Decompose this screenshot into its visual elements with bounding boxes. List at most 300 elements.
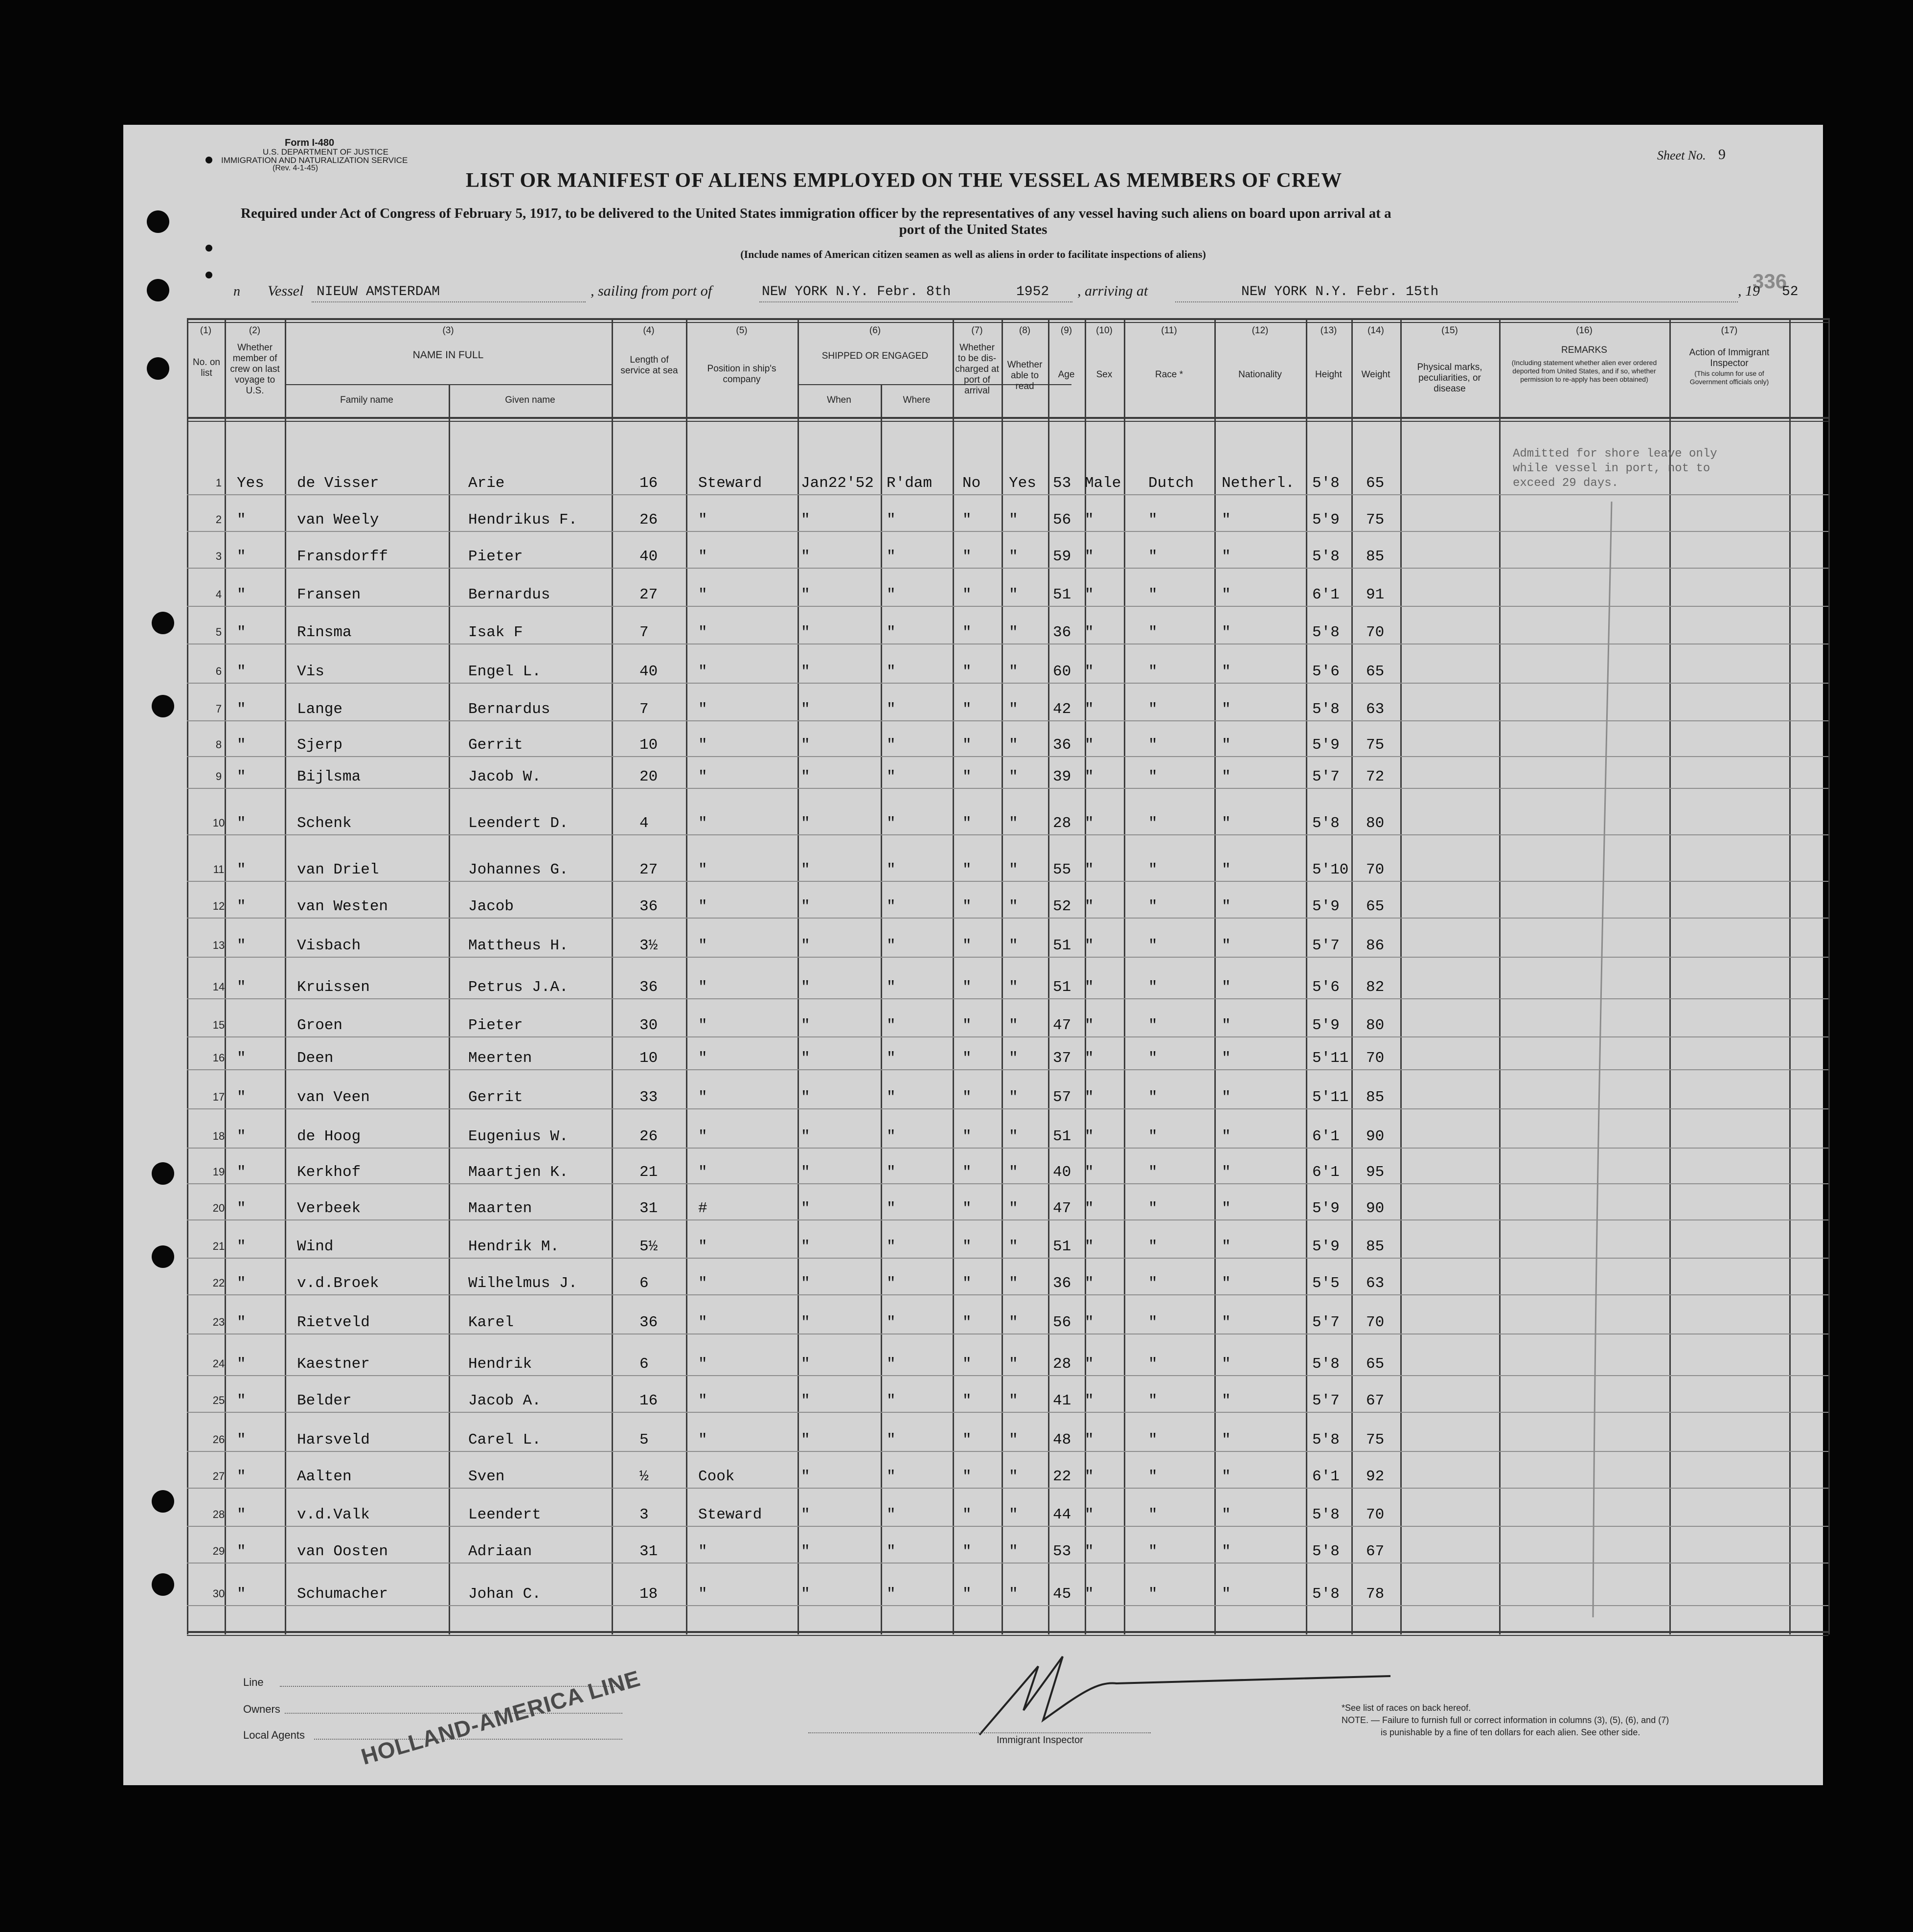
race-note: *See list of races on back hereof.: [1342, 1703, 1471, 1713]
cell-position: #: [698, 1200, 707, 1217]
cell-nationality: ": [1222, 1050, 1231, 1067]
row-divider: [187, 1488, 1828, 1489]
cell-given-name: Jacob: [468, 898, 514, 915]
remarks-line: while vessel in port, not to: [1513, 462, 1710, 475]
cell-prev-voyage: ": [237, 937, 246, 954]
cell-when: ": [801, 548, 810, 565]
col14-number: (14): [1367, 325, 1384, 336]
cell-nationality: ": [1222, 1392, 1231, 1409]
cell-age: 48: [1053, 1431, 1071, 1449]
col-race: Race *: [1155, 369, 1184, 380]
cell-weight: 65: [1366, 663, 1385, 680]
cell-height: 5'9: [1312, 1238, 1340, 1255]
cell-given-name: Hendrik: [468, 1356, 532, 1373]
cell-when: ": [801, 861, 810, 878]
cell-position: ": [698, 1275, 707, 1292]
cell-nationality: ": [1222, 1128, 1231, 1145]
cell-where: R'dam: [887, 475, 933, 492]
sailing-year: 1952: [1016, 284, 1049, 299]
row-divider: [187, 1526, 1828, 1527]
arrival-year: 52: [1782, 284, 1799, 299]
col7-number: (7): [971, 325, 983, 336]
cell-prev-voyage: ": [237, 1506, 246, 1523]
cell-position: ": [698, 701, 707, 718]
cell-weight: 70: [1366, 1506, 1385, 1523]
cell-service: 6: [639, 1275, 649, 1292]
owners-label: Owners: [243, 1703, 280, 1715]
cell-weight: 92: [1366, 1468, 1385, 1485]
row-number: 6: [215, 665, 222, 677]
cell-able-read: ": [1009, 937, 1018, 954]
cell-nationality: ": [1222, 815, 1231, 832]
cell-position: ": [698, 1238, 707, 1255]
cell-where: ": [887, 1431, 896, 1449]
row-number: 5: [215, 626, 222, 638]
binder-hole: [152, 1573, 174, 1596]
cell-discharged: ": [962, 1506, 972, 1523]
binder-hole: [152, 612, 174, 634]
cell-height: 5'9: [1312, 736, 1340, 754]
cell-prev-voyage: ": [237, 548, 246, 565]
cell-age: 36: [1053, 736, 1071, 754]
cell-race: Dutch: [1148, 475, 1194, 492]
cell-age: 60: [1053, 663, 1071, 680]
cell-race: ": [1148, 624, 1158, 641]
cell-family-name: Lange: [297, 701, 343, 718]
cell-prev-voyage: ": [237, 736, 246, 754]
cell-service: 16: [639, 1392, 658, 1409]
row-divider: [187, 494, 1828, 495]
row-divider: [187, 1412, 1828, 1413]
cell-height: 5'9: [1312, 511, 1340, 529]
cell-where: ": [887, 1468, 896, 1485]
col-weight: Weight: [1361, 369, 1390, 380]
cell-age: 59: [1053, 548, 1071, 565]
col-sex: Sex: [1096, 369, 1113, 380]
binder-hole: [205, 157, 212, 163]
row-number: 17: [212, 1091, 225, 1103]
cell-age: 55: [1053, 861, 1071, 878]
cell-family-name: Groen: [297, 1017, 343, 1034]
cell-race: ": [1148, 1017, 1158, 1034]
cell-nationality: ": [1222, 1468, 1231, 1485]
cell-where: ": [887, 1392, 896, 1409]
cell-service: 20: [639, 768, 658, 785]
cell-service: 40: [639, 548, 658, 565]
cell-discharged: ": [962, 898, 972, 915]
cell-service: 40: [639, 663, 658, 680]
cell-prev-voyage: Yes: [237, 475, 264, 492]
cell-when: ": [801, 768, 810, 785]
cell-weight: 67: [1366, 1392, 1385, 1409]
cell-when: ": [801, 1506, 810, 1523]
row-number: 14: [212, 981, 225, 993]
cell-sex: ": [1085, 1238, 1094, 1255]
cell-service: 27: [639, 861, 658, 878]
cell-position: ": [698, 1128, 707, 1145]
cell-service: 31: [639, 1200, 658, 1217]
cell-given-name: Adriaan: [468, 1543, 532, 1560]
row-divider: [187, 1294, 1828, 1295]
cell-where: ": [887, 511, 896, 529]
cell-family-name: Belder: [297, 1392, 352, 1409]
cell-sex: ": [1085, 701, 1094, 718]
cell-sex: ": [1085, 861, 1094, 878]
cell-where: ": [887, 979, 896, 996]
row-number: 24: [212, 1357, 225, 1370]
row-divider: [187, 1563, 1828, 1564]
inspector-signature: [970, 1637, 1410, 1745]
cell-position: Cook: [698, 1468, 735, 1485]
cell-sex: ": [1085, 815, 1094, 832]
cell-nationality: ": [1222, 1506, 1231, 1523]
cell-height: 5'8: [1312, 815, 1340, 832]
row-number: 20: [212, 1202, 225, 1214]
cell-able-read: ": [1009, 1506, 1018, 1523]
page-title: LIST OR MANIFEST OF ALIENS EMPLOYED ON THE VESSEL AS MEMBERS OF CREW: [466, 169, 1343, 192]
cell-service: 30: [639, 1017, 658, 1034]
cell-nationality: ": [1222, 1238, 1231, 1255]
cell-when: ": [801, 898, 810, 915]
cell-nationality: ": [1222, 1431, 1231, 1449]
cell-service: 21: [639, 1164, 658, 1181]
cell-when: ": [801, 1089, 810, 1106]
col11-number: (11): [1161, 325, 1177, 336]
col4-number: (4): [643, 325, 655, 336]
cell-sex: ": [1085, 1275, 1094, 1292]
cell-service: 16: [639, 475, 658, 492]
cell-discharged: ": [962, 511, 972, 529]
cell-sex: ": [1085, 1050, 1094, 1067]
cell-height: 5'8: [1312, 701, 1340, 718]
binder-hole: [147, 357, 169, 380]
cell-race: ": [1148, 663, 1158, 680]
cell-able-read: ": [1009, 768, 1018, 785]
cell-discharged: ": [962, 1543, 972, 1560]
cell-weight: 70: [1366, 1050, 1385, 1067]
cell-discharged: ": [962, 586, 972, 603]
cell-prev-voyage: ": [237, 1200, 246, 1217]
cell-discharged: ": [962, 548, 972, 565]
row-number: 28: [212, 1508, 225, 1520]
cell-when: ": [801, 624, 810, 641]
cell-discharged: ": [962, 736, 972, 754]
cell-given-name: Jacob A.: [468, 1392, 541, 1409]
row-divider: [187, 1375, 1828, 1376]
col-physical-marks: Physical marks, peculiarities, or disease: [1417, 362, 1482, 394]
row-number: 30: [212, 1587, 225, 1600]
cell-where: ": [887, 1089, 896, 1106]
cell-height: 5'8: [1312, 624, 1340, 641]
cell-prev-voyage: ": [237, 1314, 246, 1331]
cell-family-name: Rietveld: [297, 1314, 370, 1331]
binder-hole: [147, 279, 169, 301]
cell-nationality: Netherl.: [1222, 475, 1295, 492]
stamped-number: 336: [1753, 270, 1787, 293]
cell-race: ": [1148, 701, 1158, 718]
cell-age: 51: [1053, 1128, 1071, 1145]
fine-note-1: NOTE. — Failure to furnish full or correct information in columns (3), (5), (6), and (7): [1342, 1715, 1669, 1725]
cell-given-name: Arie: [468, 475, 505, 492]
cell-discharged: ": [962, 1356, 972, 1373]
cell-race: ": [1148, 1089, 1158, 1106]
cell-discharged: ": [962, 979, 972, 996]
cell-weight: 65: [1366, 475, 1385, 492]
cell-nationality: ": [1222, 1275, 1231, 1292]
cell-height: 5'10: [1312, 861, 1349, 878]
cell-race: ": [1148, 1238, 1158, 1255]
cell-nationality: ": [1222, 624, 1231, 641]
cell-prev-voyage: ": [237, 1164, 246, 1181]
col12-number: (12): [1252, 325, 1269, 336]
cell-where: ": [887, 1128, 896, 1145]
cell-race: ": [1148, 1392, 1158, 1409]
cell-discharged: ": [962, 1128, 972, 1145]
form-number: Form I-480: [285, 138, 335, 148]
row-divider: [187, 1605, 1828, 1606]
cell-height: 5'9: [1312, 1200, 1340, 1217]
cell-when: ": [801, 1468, 810, 1485]
cell-where: ": [887, 1200, 896, 1217]
col13-number: (13): [1320, 325, 1337, 336]
row-number: 15: [212, 1019, 225, 1031]
cell-position: ": [698, 736, 707, 754]
cell-prev-voyage: ": [237, 1089, 246, 1106]
cell-discharged: ": [962, 937, 972, 954]
cell-when: ": [801, 1017, 810, 1034]
cell-weight: 80: [1366, 1017, 1385, 1034]
cell-position: ": [698, 1089, 707, 1106]
row-divider: [187, 1183, 1828, 1184]
cell-age: 53: [1053, 1543, 1071, 1560]
cell-position: ": [698, 1431, 707, 1449]
cell-age: 28: [1053, 815, 1071, 832]
cell-discharged: ": [962, 1275, 972, 1292]
cell-able-read: ": [1009, 1431, 1018, 1449]
row-number: 8: [215, 738, 222, 751]
cell-given-name: Petrus J.A.: [468, 979, 569, 996]
cell-when: ": [801, 1050, 810, 1067]
cell-where: ": [887, 624, 896, 641]
col10-number: (10): [1096, 325, 1113, 336]
cell-discharged: ": [962, 1431, 972, 1449]
cell-given-name: Isak F: [468, 624, 523, 641]
cell-family-name: van Weely: [297, 511, 379, 529]
cell-able-read: ": [1009, 1314, 1018, 1331]
cell-able-read: ": [1009, 701, 1018, 718]
col8-number: (8): [1019, 325, 1031, 336]
binder-hole: [152, 1162, 174, 1185]
cell-race: ": [1148, 1468, 1158, 1485]
cell-prev-voyage: ": [237, 1356, 246, 1373]
cell-service: 33: [639, 1089, 658, 1106]
cell-race: ": [1148, 937, 1158, 954]
row-number: 4: [215, 588, 222, 600]
cell-race: ": [1148, 768, 1158, 785]
cell-weight: 75: [1366, 736, 1385, 754]
cell-race: ": [1148, 898, 1158, 915]
cell-height: 5'11: [1312, 1050, 1349, 1067]
cell-able-read: ": [1009, 1089, 1018, 1106]
col-age: Age: [1058, 369, 1075, 380]
cell-prev-voyage: ": [237, 1431, 246, 1449]
form-dept: U.S. DEPARTMENT OF JUSTICE: [263, 147, 388, 157]
row-divider: [187, 1451, 1828, 1452]
col-when: When: [827, 395, 851, 405]
cell-given-name: Leendert: [468, 1506, 541, 1523]
cell-prev-voyage: ": [237, 1275, 246, 1292]
cell-where: ": [887, 861, 896, 878]
cell-able-read: ": [1009, 1586, 1018, 1603]
cell-nationality: ": [1222, 1164, 1231, 1181]
cell-where: ": [887, 898, 896, 915]
cell-nationality: ": [1222, 1089, 1231, 1106]
cell-discharged: ": [962, 1164, 972, 1181]
cell-discharged: ": [962, 1238, 972, 1255]
cell-age: 22: [1053, 1468, 1071, 1485]
cell-nationality: ": [1222, 1543, 1231, 1560]
cell-nationality: ": [1222, 979, 1231, 996]
cell-age: 51: [1053, 1238, 1071, 1255]
cell-given-name: Bernardus: [468, 586, 550, 603]
year-prefix: , 19: [1738, 283, 1760, 299]
cell-position: ": [698, 548, 707, 565]
cell-able-read: ": [1009, 1050, 1018, 1067]
cell-position: ": [698, 1586, 707, 1603]
cell-nationality: ": [1222, 663, 1231, 680]
cell-position: ": [698, 663, 707, 680]
subtitle-line1: Required under Act of Congress of February 5, 1917, to be delivered to the United States immigration officer by the representatives of any vessel having such aliens on board upon arrival at a: [241, 206, 1391, 221]
cell-family-name: Wind: [297, 1238, 334, 1255]
cell-family-name: de Visser: [297, 475, 379, 492]
cell-given-name: Gerrit: [468, 1089, 523, 1106]
row-divider: [187, 1258, 1828, 1259]
col2-number: (2): [249, 325, 261, 336]
cell-sex: ": [1085, 511, 1094, 529]
cell-position: ": [698, 1017, 707, 1034]
cell-weight: 70: [1366, 861, 1385, 878]
cell-where: ": [887, 701, 896, 718]
cell-service: 5½: [639, 1238, 658, 1255]
cell-race: ": [1148, 1275, 1158, 1292]
cell-sex: Male: [1085, 475, 1121, 492]
cell-position: ": [698, 1356, 707, 1373]
cell-where: ": [887, 768, 896, 785]
cell-family-name: v.d.Broek: [297, 1275, 379, 1292]
cell-age: 36: [1053, 624, 1071, 641]
cell-when: ": [801, 1586, 810, 1603]
col-position: Position in ship's company: [707, 364, 776, 385]
fine-note-2: is punishable by a fine of ten dollars for each alien. See other side.: [1381, 1727, 1640, 1737]
arriving-at: NEW YORK N.Y. Febr. 15th: [1241, 284, 1439, 299]
cell-sex: ": [1085, 586, 1094, 603]
cell-where: ": [887, 1050, 896, 1067]
cell-weight: 65: [1366, 1356, 1385, 1373]
cell-position: ": [698, 1314, 707, 1331]
cell-service: 27: [639, 586, 658, 603]
cell-height: 5'8: [1312, 548, 1340, 565]
col-inspector-note: (This column for use of Government officials only): [1689, 369, 1769, 386]
cell-nationality: ": [1222, 586, 1231, 603]
cell-weight: 75: [1366, 1431, 1385, 1449]
cell-height: 5'7: [1312, 768, 1340, 785]
cell-service: 10: [639, 736, 658, 754]
cell-sex: ": [1085, 736, 1094, 754]
form-service: IMMIGRATION AND NATURALIZATION SERVICE: [221, 156, 408, 165]
cell-race: ": [1148, 736, 1158, 754]
cell-discharged: ": [962, 1200, 972, 1217]
cell-weight: 78: [1366, 1586, 1385, 1603]
cell-when: ": [801, 1314, 810, 1331]
cell-race: ": [1148, 815, 1158, 832]
agents-label: Local Agents: [243, 1729, 305, 1741]
cell-position: ": [698, 937, 707, 954]
cell-race: ": [1148, 979, 1158, 996]
col9-number: (9): [1060, 325, 1072, 336]
cell-height: 5'7: [1312, 1314, 1340, 1331]
cell-sex: ": [1085, 1468, 1094, 1485]
cell-discharged: ": [962, 1017, 972, 1034]
col-length-service: Length of service at sea: [620, 355, 678, 376]
col-nationality: Nationality: [1238, 369, 1282, 380]
row-number: 19: [212, 1166, 225, 1178]
row-divider: [187, 568, 1828, 569]
cell-when: ": [801, 1164, 810, 1181]
col-where: Where: [903, 395, 931, 405]
holland-america-stamp: HOLLAND-AMERICA LINE: [358, 1665, 643, 1770]
cell-weight: 70: [1366, 1314, 1385, 1331]
cell-where: ": [887, 1314, 896, 1331]
col1-number: (1): [200, 325, 212, 336]
cell-when: ": [801, 1275, 810, 1292]
cell-age: 36: [1053, 1275, 1071, 1292]
cell-service: 3½: [639, 937, 658, 954]
cell-height: 5'5: [1312, 1275, 1340, 1292]
cell-service: 18: [639, 1586, 658, 1603]
cell-prev-voyage: ": [237, 586, 246, 603]
cell-where: ": [887, 1238, 896, 1255]
cell-age: 47: [1053, 1017, 1071, 1034]
cell-when: ": [801, 1238, 810, 1255]
cell-where: ": [887, 1275, 896, 1292]
cell-age: 51: [1053, 979, 1071, 996]
cell-height: 5'8: [1312, 1586, 1340, 1603]
cell-family-name: Deen: [297, 1050, 334, 1067]
n-label: n: [233, 284, 240, 299]
cell-family-name: Kruissen: [297, 979, 370, 996]
cell-race: ": [1148, 1506, 1158, 1523]
cell-sex: ": [1085, 663, 1094, 680]
cell-given-name: Hendrikus F.: [468, 511, 578, 529]
row-number: 12: [212, 900, 225, 912]
binder-hole: [152, 1245, 174, 1268]
cell-age: 41: [1053, 1392, 1071, 1409]
cell-weight: 90: [1366, 1128, 1385, 1145]
cell-race: ": [1148, 861, 1158, 878]
cell-prev-voyage: ": [237, 624, 246, 641]
row-divider: [187, 1219, 1828, 1220]
cell-sex: ": [1085, 1164, 1094, 1181]
cell-sex: ": [1085, 979, 1094, 996]
line-label: Line: [243, 1676, 264, 1688]
cell-discharged: ": [962, 701, 972, 718]
cell-when: ": [801, 815, 810, 832]
cell-sex: ": [1085, 1200, 1094, 1217]
cell-family-name: Fransen: [297, 586, 361, 603]
cell-given-name: Meerten: [468, 1050, 532, 1067]
cell-age: 53: [1053, 475, 1071, 492]
cell-race: ": [1148, 1431, 1158, 1449]
